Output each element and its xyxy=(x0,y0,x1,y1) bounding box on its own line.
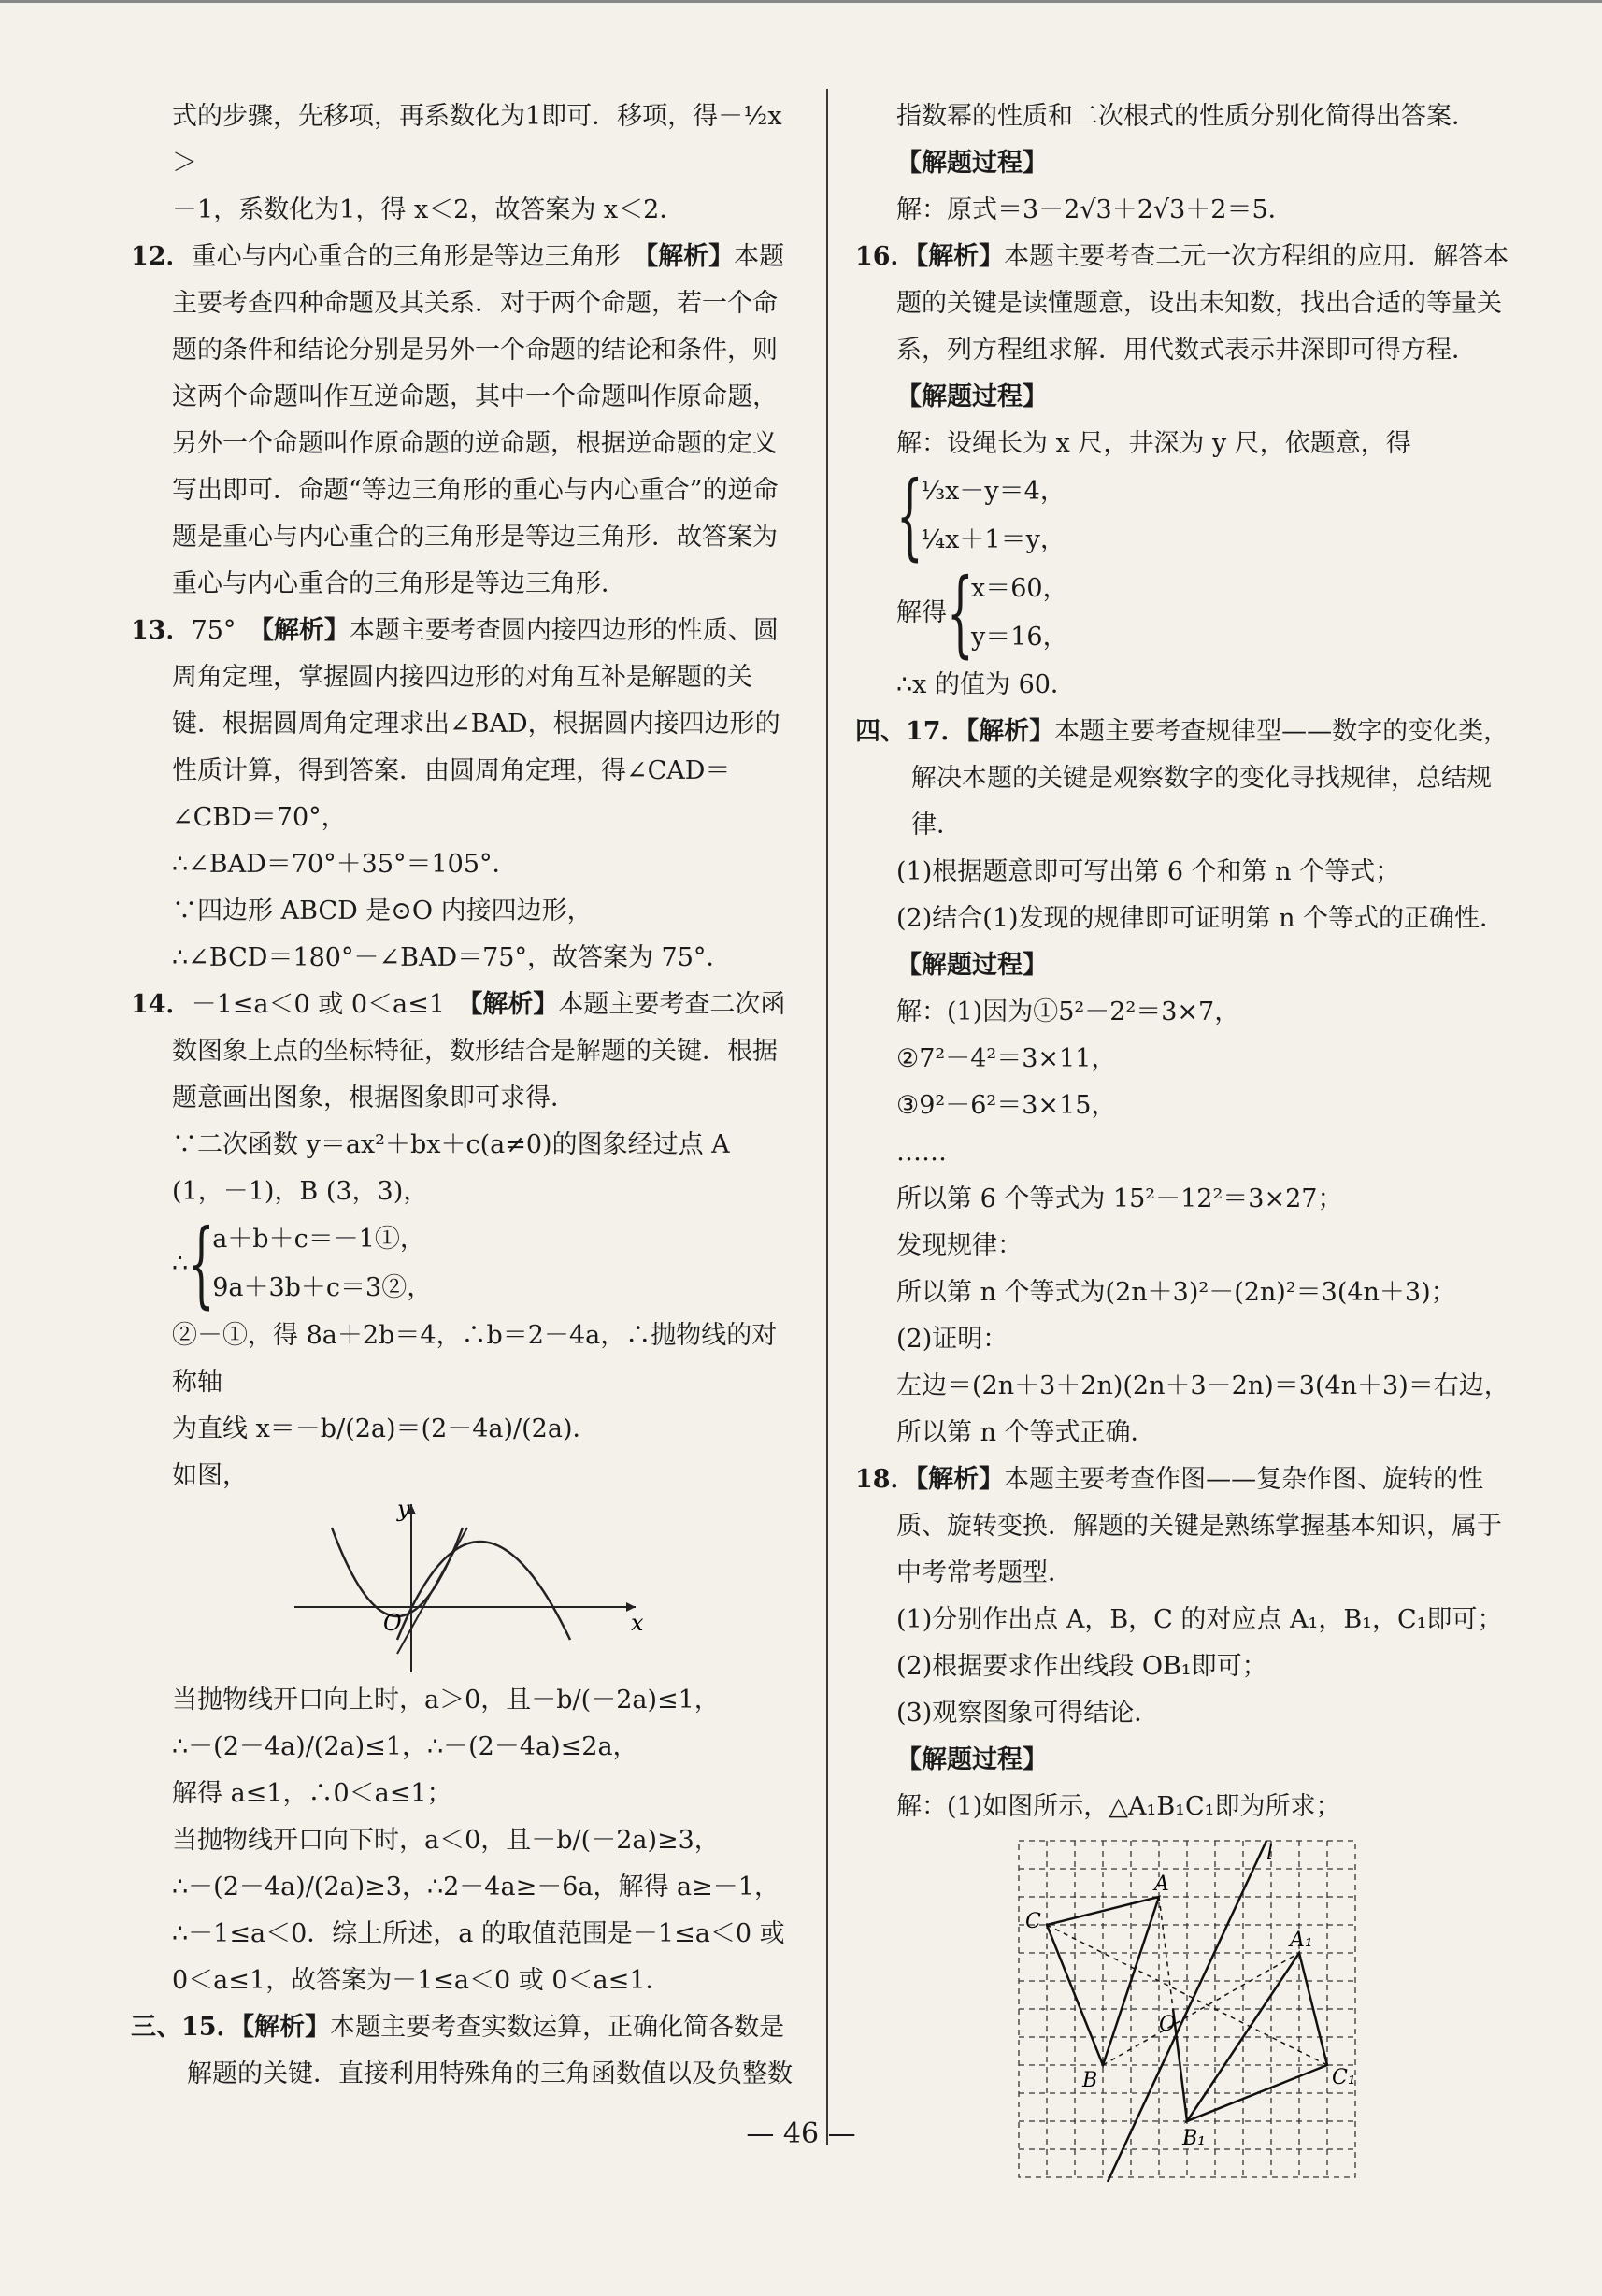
question-17: 四、17．【解析】本题主要考查规律型——数字的变化类，解决本题的关键是观察数字的变化寻找规律，总结规律． xyxy=(855,717,1509,839)
solution-line: 解：原式＝3－2√3＋2√3＋2＝5． xyxy=(896,195,1294,224)
solution-line: ∵四边形 ABCD 是⊙O 内接四边形， xyxy=(172,897,593,926)
question-14: 14．－1≤a＜0 或 0＜a≤1 【解析】本题主要考查二次函数图象上点的坐标特征，数形结合是解题的关键．根据题意画出图象，根据图象即可求得． xyxy=(131,990,786,1112)
solution-line: (1，－1)，B (3，3)， xyxy=(172,1177,429,1206)
question-16: 16．【解析】本题主要考查二元一次方程组的应用．解答本题的关键是读懂题意，设出未知数，找出合适的等量关系，列方程组求解．用代数式表示井深即可得方程． xyxy=(855,242,1509,365)
right-column xyxy=(855,93,1523,2182)
label-a1: A₁ xyxy=(1290,1929,1313,1952)
solution-line: 所以第 n 个等式为(2n＋3)²－(2n)²＝3(4n＋3)； xyxy=(896,1278,1456,1307)
label-o: O xyxy=(1159,2013,1177,2036)
solution-line: ∴x 的值为 60． xyxy=(896,670,1076,699)
label-b: B xyxy=(1082,2069,1098,2092)
solution-line: 当抛物线开口向上时，a＞0，且－b/(－2a)≤1， xyxy=(172,1686,720,1715)
continued-text: 指数幂的性质和二次根式的性质分别化简得出答案． xyxy=(896,102,1477,131)
question-12: 12．重心与内心重合的三角形是等边三角形 【解析】本题主要考查四种命题及其关系．对于两个命题，若一个命题的条件和结论分别是另外一个命题的结论和条件，则这两个命题叫作互逆命题，其中一个命题叫作原命题，另外一个命题叫作原命题的逆命题，根据逆命题的定义写出即可．命题“等边三角形的重心与内心重合”的逆命题是重心与内心重合的三角形是等边三角形．故答案为重心与内心重合的三角形是等边三角形． xyxy=(131,242,785,598)
question-15: 三、15．【解析】本题主要考查实数运算，正确化简各数是解题的关键．直接利用特殊角的三角函数值以及负整数 xyxy=(131,2013,793,2088)
answer: 75° xyxy=(191,616,236,645)
step-line: (2)根据要求作出线段 OB₁即可； xyxy=(896,1652,1267,1681)
solution-line: 所以第 6 个等式为 15²－12²＝3×27； xyxy=(896,1184,1343,1213)
continued-text: 式的步骤，先移项，再系数化为1即可．移项，得－½x＞ xyxy=(172,102,782,178)
solution-line: 如图， xyxy=(172,1461,248,1490)
answer: 重心与内心重合的三角形是等边三角形 xyxy=(191,242,621,271)
process-label: 【解题过程】 xyxy=(896,382,1048,411)
solution-line: (2)证明： xyxy=(896,1325,1008,1354)
process-label: 【解题过程】 xyxy=(896,149,1048,178)
solution-line: 解：(1)如图所示，△A₁B₁C₁即为所求； xyxy=(896,1792,1341,1821)
analysis-tag: 【解析】 xyxy=(645,242,735,271)
solution-system: 解得 { x＝60， y＝16， xyxy=(896,558,1068,667)
label-l: l xyxy=(1266,1842,1274,1865)
line-ab xyxy=(397,1528,467,1654)
label-c1: C₁ xyxy=(1332,2066,1356,2089)
brace: { xyxy=(947,558,974,667)
solution-line: ∴－1≤a＜0．综上所述，a 的取值范围是－1≤a＜0 或 xyxy=(172,1919,785,1948)
solution-line: ∴∠BAD＝70°＋35°＝105°． xyxy=(172,850,518,879)
x-label: x xyxy=(631,1610,644,1636)
y-label: y xyxy=(397,1500,410,1522)
solution-line: ∵二次函数 y＝ax²＋bx＋c(a≠0)的图象经过点 A xyxy=(172,1130,730,1159)
label-b1: B₁ xyxy=(1182,2127,1206,2150)
solution-line: 解：设绳长为 x 尺，井深为 y 尺，依题意，得 xyxy=(896,429,1411,458)
solution-line: ③9²－6²＝3×15， xyxy=(896,1091,1117,1120)
column-divider xyxy=(826,89,828,2145)
equation-system: ∴ { a＋b＋c＝－1①， 9a＋3b＋c＝3②， xyxy=(172,1209,433,1318)
top-rule xyxy=(0,0,1602,3)
analysis-tag: 【解析】 xyxy=(469,990,559,1019)
solution-line: 发现规律： xyxy=(896,1231,1023,1260)
analysis-tag: 【解析】 xyxy=(261,616,350,645)
analysis-tag: 【解析】 xyxy=(965,717,1055,746)
solution-line: 解得 a≤1，∴0＜a≤1； xyxy=(172,1779,452,1808)
analysis-tag: 【解析】 xyxy=(241,2013,331,2042)
left-column xyxy=(131,93,799,2098)
solution-line: 解：(1)因为①5²－2²＝3×7， xyxy=(896,997,1240,1026)
solution-line: ②－①，得 8a＋2b＝4，∴b＝2－4a，∴抛物线的对称轴 xyxy=(172,1321,778,1397)
solution-line: ②7²－4²＝3×11， xyxy=(896,1044,1117,1073)
solution-line: ∴－(2－4a)/(2a)≥3，∴2－4a≥－6a，解得 a≥－1， xyxy=(172,1873,780,1901)
solution-line: 为直线 x＝－b/(2a)＝(2－4a)/(2a)． xyxy=(172,1414,598,1443)
solution-line: 所以第 n 个等式正确． xyxy=(896,1418,1156,1447)
solution-line: …… xyxy=(896,1138,947,1167)
analysis-tag: 【解析】 xyxy=(915,242,1005,271)
question-13: 13．75° 【解析】本题主要考查圆内接四边形的性质、圆周角定理，掌握圆内接四边形的对角互补是解题的关键．根据圆周角定理求出∠BAD，根据圆内接四边形的性质计算，得到答案．由圆周角定理，得∠CAD＝∠CBD＝70°， xyxy=(131,616,780,832)
solution-line: 当抛物线开口向下时，a＜0，且－b/(－2a)≥3， xyxy=(172,1826,720,1855)
solution-line: ∴－(2－4a)/(2a)≤1，∴－(2－4a)≤2a， xyxy=(172,1732,638,1761)
brace: { xyxy=(896,461,923,570)
downward-parabola xyxy=(397,1542,570,1640)
step-line: (2)结合(1)发现的规律即可证明第 n 个等式的正确性． xyxy=(896,904,1506,933)
step-line: (1)根据题意即可写出第 6 个和第 n 个等式； xyxy=(896,857,1401,886)
solution-line: 左边＝(2n＋3＋2n)(2n＋3－2n)＝3(4n＋3)＝右边， xyxy=(896,1371,1509,1400)
label-a: A xyxy=(1154,1873,1169,1896)
solution-line: 0＜a≤1，故答案为－1≤a＜0 或 0＜a≤1． xyxy=(172,1966,671,1995)
step-line: (3)观察图象可得结论． xyxy=(896,1699,1160,1728)
process-label: 【解题过程】 xyxy=(896,1745,1048,1774)
solution-line: ∴∠BCD＝180°－∠BAD＝75°，故答案为 75°． xyxy=(172,943,732,972)
origin-label: O xyxy=(383,1610,402,1636)
continued-text: －1，系数化为1，得 x＜2，故答案为 x＜2． xyxy=(172,195,685,224)
process-label: 【解题过程】 xyxy=(896,951,1048,980)
question-18: 18．【解析】本题主要考查作图——复杂作图、旋转的性质、旋转变换．解题的关键是熟练掌握基本知识，属于中考常考题型． xyxy=(855,1465,1502,1587)
page-number: — 46 — xyxy=(746,2117,856,2150)
step-line: (1)分别作出点 A，B，C 的对应点 A₁，B₁，C₁即可； xyxy=(896,1605,1503,1634)
parabola-figure xyxy=(131,1500,799,1677)
answer: －1≤a＜0 或 0＜a≤1 xyxy=(191,990,445,1019)
label-c: C xyxy=(1025,1910,1041,1933)
equation-system: { ⅓x－y＝4， ¼x＋1＝y， xyxy=(896,461,1066,570)
analysis-tag: 【解析】 xyxy=(915,1465,1005,1494)
brace: { xyxy=(188,1209,215,1318)
